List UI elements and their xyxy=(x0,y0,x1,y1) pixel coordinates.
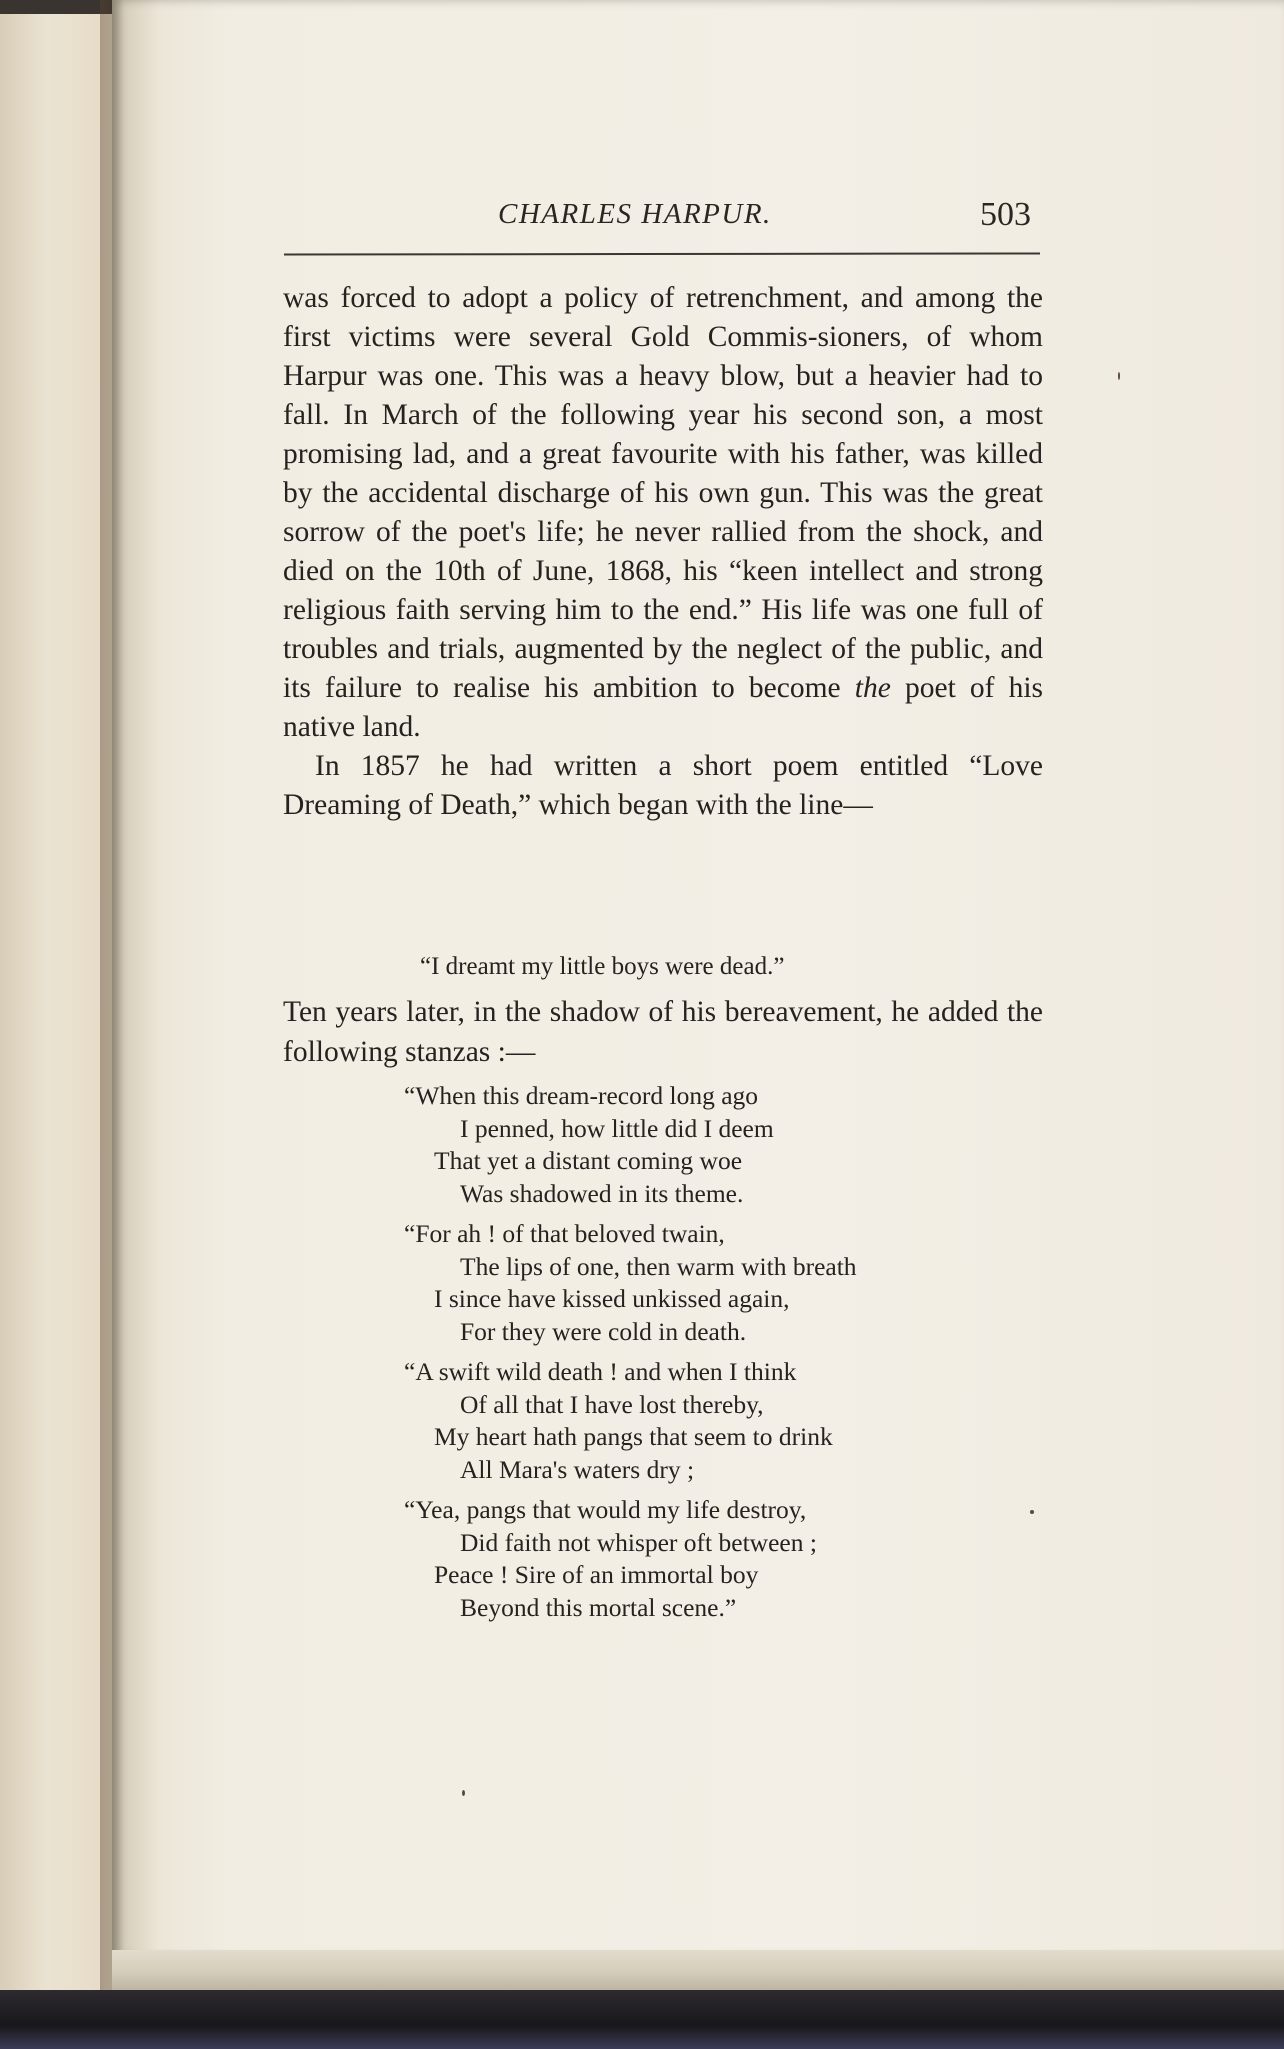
poem-line: “A swift wild death ! and when I think xyxy=(404,1357,797,1386)
poem-line: Beyond this mortal scene.” xyxy=(460,1592,737,1622)
paragraph-1-text: was forced to adopt a policy of retrenchment, and among the first victims were several Gold Commis-sioners, of whom Harpur was one. This was a heavy blow, but a heavier had to fall. In March of the following year his second son, a most promising lad, and a great favourite with his father, was killed by the accidental discharge of his own gun. This was the great sorrow of the poet's life; he never rallied from the shock, and died on the 10th of June, 1868, his “keen intellect and strong religious faith serving him to the end.” His life was one full of troubles and trials, augmented by the neglect of the public, and its failure to realise his ambition to become xyxy=(283,282,1043,704)
poem-line: “When this dream-record long ago xyxy=(404,1081,759,1110)
poem-line: Of all that I have lost thereby, xyxy=(460,1389,764,1419)
poem-line: “Yea, pangs that would my life destroy, xyxy=(404,1495,807,1524)
paragraph-1-end: poet of his native land. xyxy=(283,672,1044,743)
poem-line: All Mara's waters dry ; xyxy=(460,1454,695,1484)
poem-line: The lips of one, then warm with breath xyxy=(460,1251,857,1281)
poem-stanza-3 xyxy=(404,1356,857,1486)
poem-stanza-2 xyxy=(404,1218,857,1348)
scan-background xyxy=(0,1990,1284,2049)
running-head: CHARLES HARPUR. xyxy=(498,198,772,230)
page-number: 503 xyxy=(980,196,1031,233)
page-bottom-edge xyxy=(112,1950,1284,1990)
body-text-continued xyxy=(283,992,1043,1072)
poem-line: “For ah ! of that beloved twain, xyxy=(404,1219,725,1248)
body-text xyxy=(283,279,1043,825)
poem-stanza-4 xyxy=(404,1494,857,1624)
paragraph-1-emphasis: the xyxy=(854,672,891,704)
poem-line: For they were cold in death. xyxy=(460,1316,747,1346)
paper-speck xyxy=(1030,1510,1034,1514)
poem-line: That yet a distant coming woe xyxy=(434,1146,743,1175)
paper-speck xyxy=(1118,372,1120,380)
poem-line: Peace ! Sire of an immortal boy xyxy=(434,1560,759,1589)
poem xyxy=(404,1080,857,1632)
poem-stanza-1 xyxy=(404,1080,857,1210)
quoted-line: “I dreamt my little boys were dead.” xyxy=(420,953,785,980)
paper-speck xyxy=(462,1790,465,1796)
spine-shadow xyxy=(100,0,124,1990)
poem-line: Did faith not whisper oft between ; xyxy=(460,1527,817,1557)
poem-line: Was shadowed in its theme. xyxy=(460,1178,744,1208)
poem-line: I penned, how little did I deem xyxy=(460,1113,774,1143)
poem-line: I since have kissed unkissed again, xyxy=(434,1284,790,1313)
paragraph-1 xyxy=(283,279,1043,747)
poem-line: My heart hath pangs that seem to drink xyxy=(434,1422,833,1451)
paragraph-2: In 1857 he had written a short poem entitled “Love Dreaming of Death,” which began with the line— xyxy=(283,750,1043,821)
paragraph-3: Ten years later, in the shadow of his bereavement, he added the following stanzas :— xyxy=(283,996,1043,1068)
